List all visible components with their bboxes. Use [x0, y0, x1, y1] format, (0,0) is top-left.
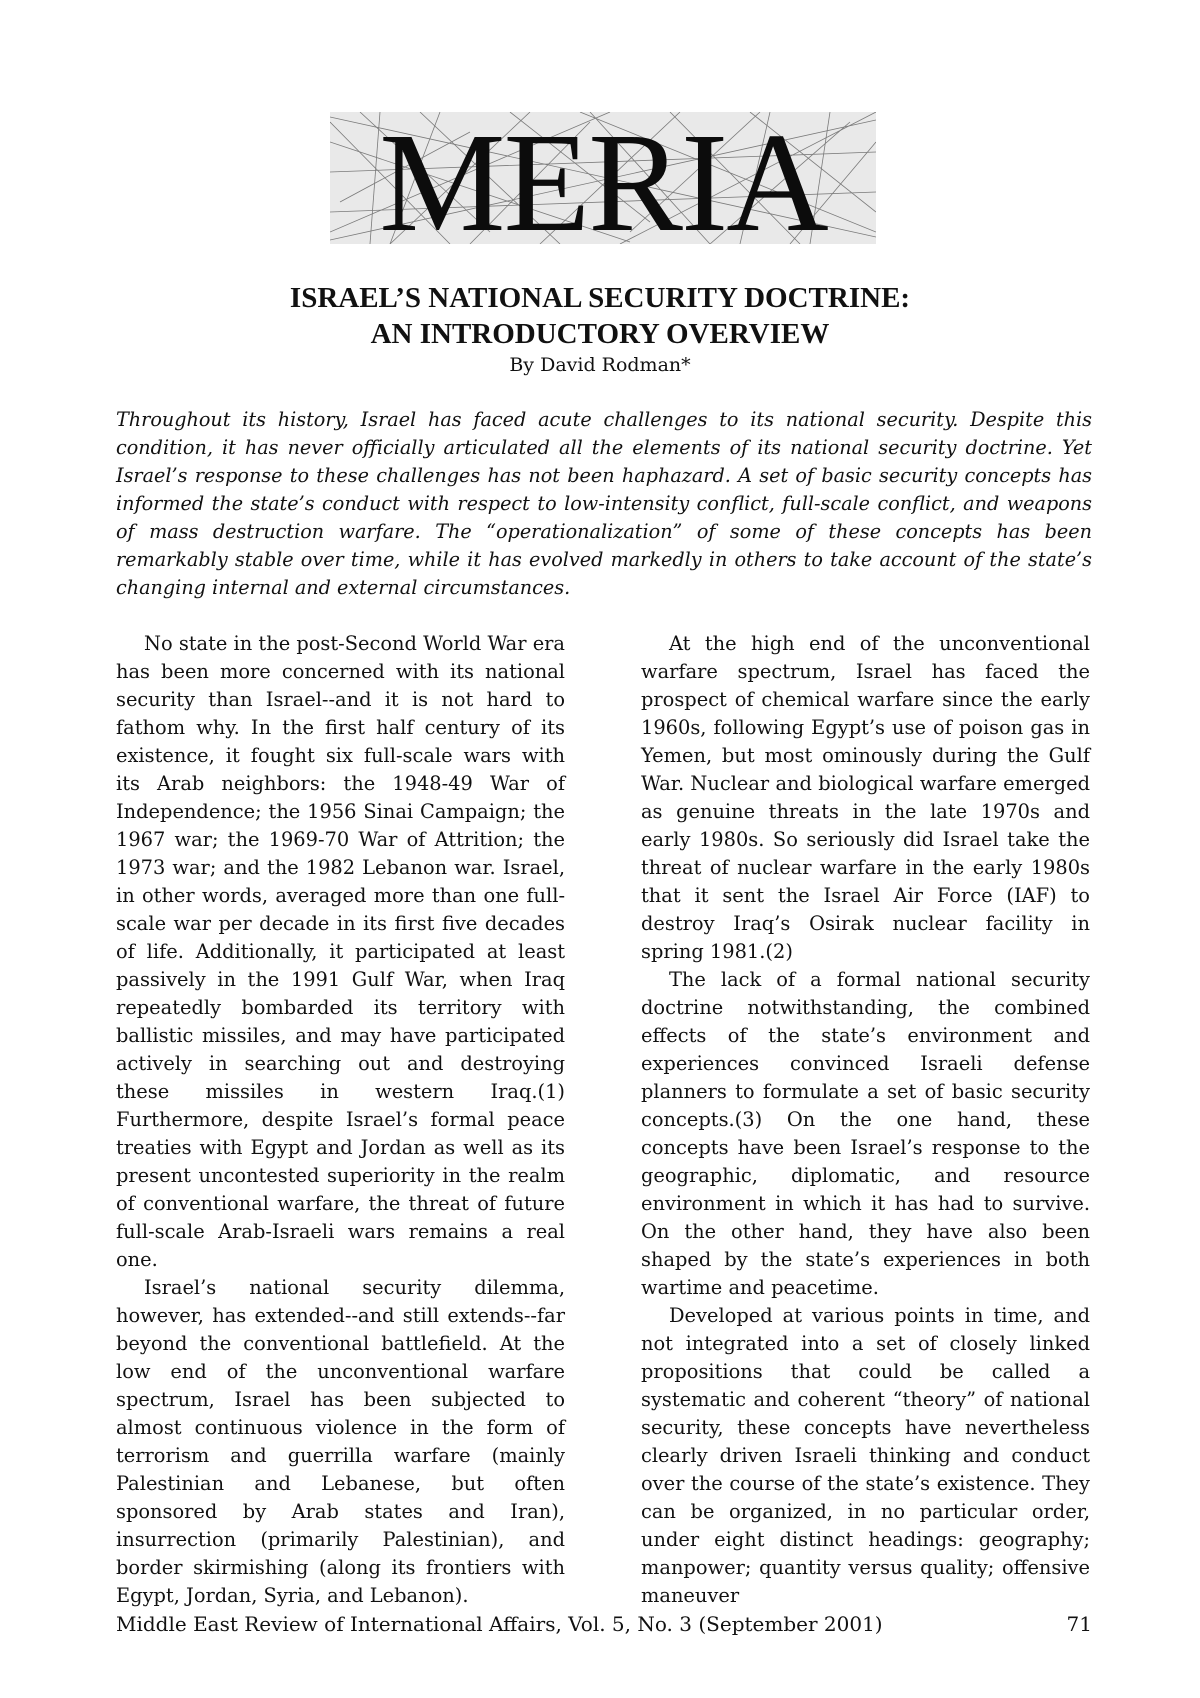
body-paragraph: No state in the post-Second World War era has been more concerned with its national security than Israel--and it is not hard to fathom why. In the first half century of its existence, it fought six full-scale wars with its Arab neighbors: the 1948-49 War of Independence; the 1956 Sinai Campaign; the 1967 war; the 1969-70 War of Attrition; the 1973 war; and the 1982 Lebanon war. Israel, in other words, averaged more than one full-scale war per decade in its first five decades of life. Additionally, it participated at least passively in the 1991 Gulf War, when Iraq repeatedly bombarded its territory with ballistic missiles, and may have participated actively in searching out and destroying these missiles in western Iraq.(1) Furthermore, despite Israel’s formal peace treaties with Egypt and Jordan as well as its present uncontested superiority in the realm of conventional warfare, the threat of future full-scale Arab-Israeli wars remains a real one. [116, 632, 565, 1271]
journal-citation: Middle East Review of International Affairs, Vol. 5, No. 3 (September 2001) [116, 1612, 883, 1636]
body-paragraph: The lack of a formal national security doctrine notwithstanding, the combined effects of the state’s environment and experiences convinced Israeli defense planners to formulate a set of basic security concepts.(3) On the one hand, these concepts have been Israel’s response to the geographic, diplomatic, and resource environment in which it has had to survive. On the other hand, they have also been shaped by the state’s experiences in both wartime and peacetime. [641, 968, 1090, 1299]
article-title-line1: ISRAEL’S NATIONAL SECURITY DOCTRINE: [289, 282, 911, 314]
right-column [641, 630, 1090, 1610]
article-title-line2: AN INTRODUCTORY OVERVIEW [370, 318, 830, 350]
body-paragraph: At the high end of the unconventional warfare spectrum, Israel has faced the prospect of chemical warfare since the early 1960s, following Egypt’s use of poison gas in Yemen, but most ominously during the Gulf War. Nuclear and biological warfare emerged as genuine threats in the late 1970s and early 1980s. So seriously did Israel take the threat of nuclear warfare in the early 1980s that it sent the Israel Air Force (IAF) to destroy Iraq’s Osirak nuclear facility in spring 1981.(2) [641, 632, 1090, 963]
meria-logo [330, 112, 876, 244]
author-byline: By David Rodman* [509, 354, 691, 376]
abstract: Throughout its history, Israel has faced acute challenges to its national security. Despite this condition, it has never officially articulated all the elements of its national security doctrine. Yet Israel’s response to these challenges has not been haphazard. A set of basic security concepts has informed the state’s conduct with respect to low-intensity conflict, full-scale conflict, and weapons of mass destruction warfare. The “operationalization” of some of these concepts has been remarkably stable over time, while it has evolved markedly in others to take account of the state’s changing internal and external circumstances. [116, 408, 1092, 599]
left-column [116, 630, 565, 1610]
body-paragraph: Israel’s national security dilemma, however, has extended--and still extends--far beyond the conventional battlefield. At the low end of the unconventional warfare spectrum, Israel has been subjected to almost continuous violence in the form of terrorism and guerrilla warfare (mainly Palestinian and Lebanese, but often sponsored by Arab states and Iran), insurrection (primarily Palestinian), and border skirmishing (along its frontiers with Egypt, Jordan, Syria, and Lebanon). [116, 1276, 565, 1607]
logo-wordmark: MERIA [379, 112, 827, 244]
body-paragraph: Developed at various points in time, and not integrated into a set of closely linked propositions that could be called a systematic and coherent “theory” of national security, these concepts have nevertheless clearly driven Israeli thinking and conduct over the course of the state’s existence. They can be organized, in no particular order, under eight distinct headings: geography; manpower; quantity versus quality; offensive maneuver [641, 1304, 1090, 1607]
page-number: 71 [1066, 1612, 1092, 1636]
